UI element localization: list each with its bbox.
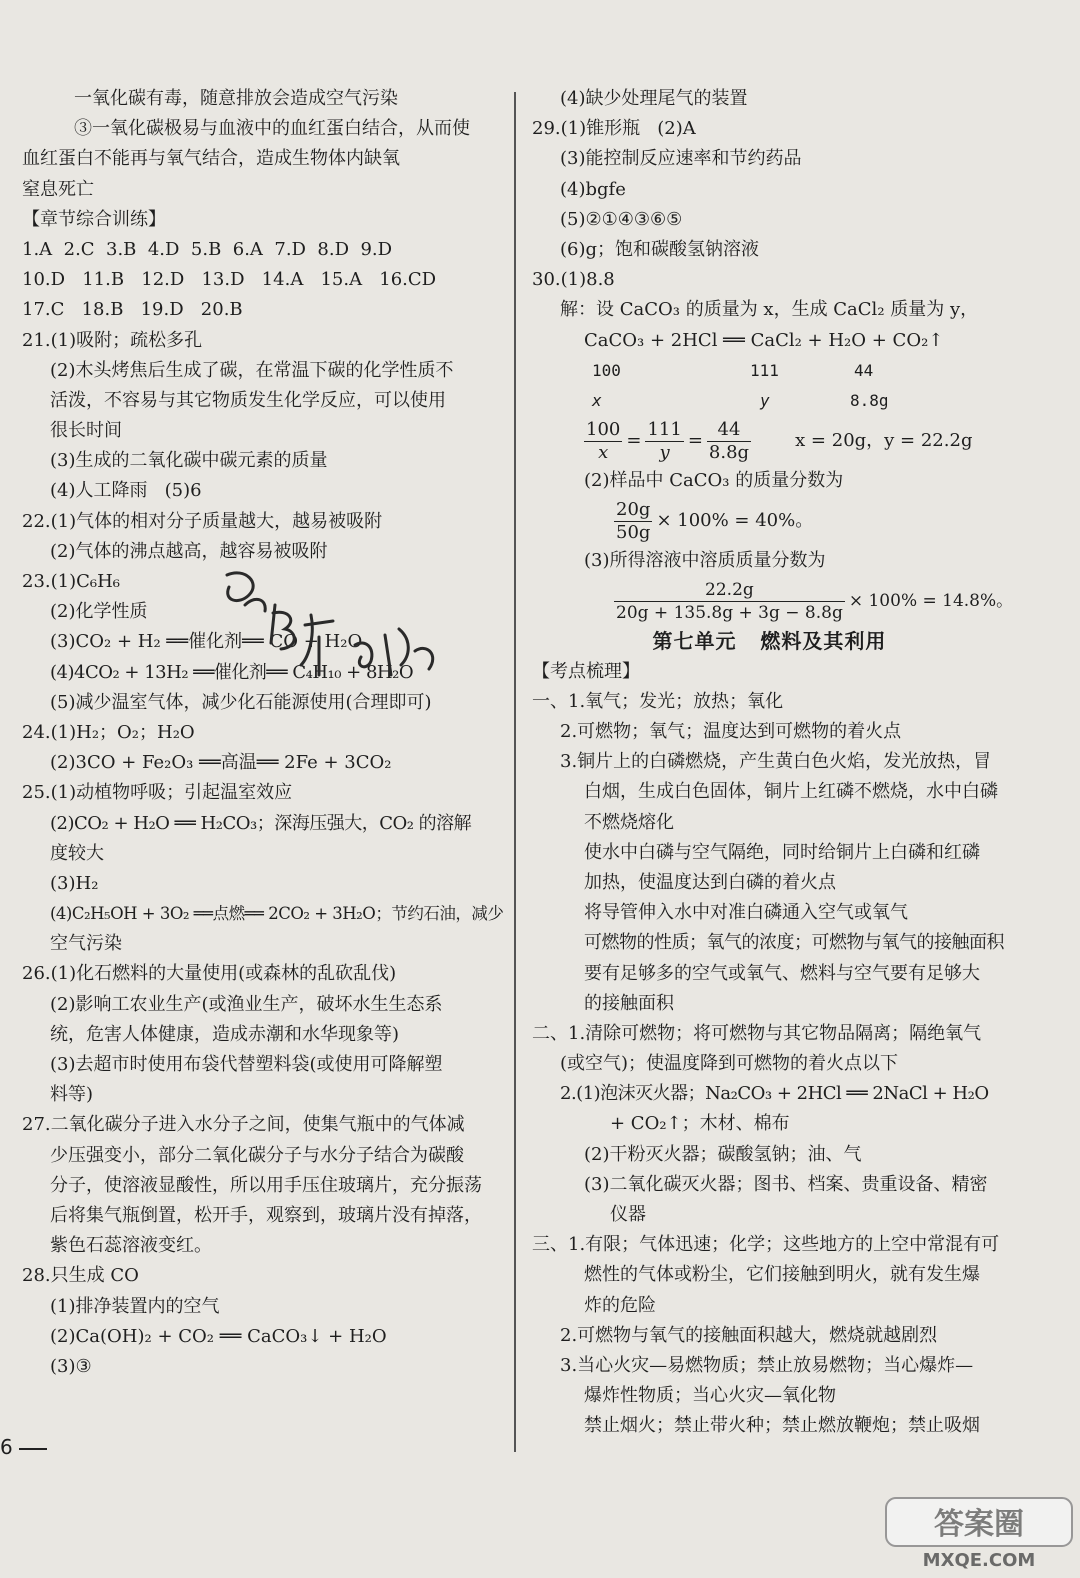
fraction xyxy=(645,419,683,464)
text-line: 血红蛋白不能再与氧气结合，造成生物体内缺氧 xyxy=(22,148,400,170)
fraction xyxy=(707,419,751,464)
text-line: 一、1.氧气；发光；放热；氧化 xyxy=(532,690,784,712)
text-line: (3)二氧化碳灭火器；图书、档案、贵重设备、精密 xyxy=(584,1173,988,1195)
text-line: 活泼，不容易与其它物质发生化学反应，可以使用 xyxy=(50,389,446,411)
question-27: 27.二氧化碳分子进入水分子之间，使集气瓶中的气体减 xyxy=(22,1114,465,1136)
column-divider xyxy=(514,92,516,1452)
fraction xyxy=(584,419,622,464)
equation-line: (2)Ca(OH)₂ + CO₂ ══ CaCO₃↓ + H₂O xyxy=(50,1325,387,1347)
text-line: 度较大 xyxy=(50,842,104,864)
text-line: (1)排净装置内的空气 xyxy=(50,1295,220,1317)
equation-line: (4)C₂H₅OH + 3O₂ ══点燃══ 2CO₂ + 3H₂O；节约石油，减少 xyxy=(50,904,504,924)
text-line: (3)生成的二氧化碳中碳元素的质量 xyxy=(50,450,328,472)
question-21: 21.(1)吸附；疏松多孔 xyxy=(22,329,203,351)
percent-equation xyxy=(532,496,1007,546)
text-line: (3)③ xyxy=(50,1355,92,1377)
denominator: 8.8g xyxy=(708,441,750,463)
question-22: 22.(1)气体的相对分子质量越大，越易被吸附 xyxy=(22,510,383,532)
text-line: (2)气体的沸点越高，越容易被吸附 xyxy=(50,540,328,562)
text-line: 一氧化碳有毒，随意排放会造成空气污染 xyxy=(74,88,398,109)
question-28: 28.只生成 CO xyxy=(22,1265,139,1287)
question-29: 29.(1)锥形瓶 (2)A xyxy=(532,118,696,140)
text-line: 空气污染 xyxy=(50,933,122,955)
equation-line: (2)CO₂ + H₂O ══ H₂CO₃；深海压强大，CO₂ 的溶解 xyxy=(50,812,472,834)
percent-result: × 100% = 40%。 xyxy=(656,510,814,532)
calc-value: x xyxy=(592,390,602,410)
text-line: 少压强变小，部分二氧化碳分子与水分子结合为碳酸 xyxy=(50,1144,464,1166)
text-line: 窒息死亡 xyxy=(22,178,94,200)
text-line: (2)木头烤焦后生成了碳，在常温下碳的化学性质不 xyxy=(50,359,454,381)
calc-row-unknowns xyxy=(532,386,1007,416)
page-number xyxy=(0,1435,47,1459)
answer-row: 17.C 18.B 19.D 20.B xyxy=(22,299,243,321)
section-heading: 【章节综合训练】 xyxy=(22,208,166,230)
text-line: (5)②①④③⑥⑤ xyxy=(560,208,683,230)
text-line: (2)干粉灭火器；碳酸氢钠；油、气 xyxy=(584,1143,862,1165)
text-line: (3)H₂ xyxy=(50,872,99,894)
text-line: 分子，使溶液显酸性，所以用手压住玻璃片，充分振荡 xyxy=(50,1174,482,1196)
numerator: 100 xyxy=(586,418,621,440)
section-heading: 【考点梳理】 xyxy=(532,660,640,682)
question-24: 24.(1)H₂；O₂；H₂O xyxy=(22,721,195,743)
page-number-text: 6 xyxy=(0,1435,13,1459)
text-line: 可燃物的性质；氧气的浓度；可燃物与氧气的接触面积 xyxy=(584,932,1004,954)
text-line: (4)bgfe xyxy=(560,178,626,200)
denominator: x xyxy=(598,441,609,463)
text-line: 3.铜片上的白磷燃烧，产生黄白色火焰，发光放热，冒 xyxy=(560,751,992,773)
text-line: 后将集气瓶倒置，松开手，观察到，玻璃片没有掉落， xyxy=(50,1204,482,1226)
equation-line: (2)3CO + Fe₂O₃ ══高温══ 2Fe + 3CO₂ xyxy=(50,752,392,774)
text-line: 仪器 xyxy=(610,1204,646,1225)
denominator: 50g xyxy=(616,521,651,543)
text-line: 炸的危险 xyxy=(584,1294,656,1316)
handwriting-scribble-icon xyxy=(215,565,455,715)
equals-sign: = xyxy=(626,429,642,451)
question-23: 23.(1)C₆H₆ xyxy=(22,571,121,592)
numerator: 44 xyxy=(707,419,751,442)
text-line: ③一氧化碳极易与血液中的血红蛋白结合，从而使 xyxy=(74,118,470,140)
fraction xyxy=(614,499,652,544)
text-line: (3)去超市时使用布袋代替塑料袋(或使用可降解塑 xyxy=(50,1054,443,1075)
text-line: (5)减少温室气体，减少化石能源使用(合理即可) xyxy=(50,691,432,713)
text-line: 将导管伸入水中对准白磷通入空气或氧气 xyxy=(584,902,908,924)
text-line: 的接触面积 xyxy=(584,992,674,1014)
calc-value: 111 xyxy=(750,360,779,380)
equals-sign: = xyxy=(687,429,703,451)
equation-line: (4)4CO₂ + 13H₂ ══催化剂══ C₄H₁₀ + 8H₂O xyxy=(50,661,414,683)
calc-value: 44 xyxy=(854,360,874,380)
text-line: (4)人工降雨 (5)6 xyxy=(50,480,202,502)
text-line: 统，危害人体健康，造成赤潮和水华现象等) xyxy=(50,1023,400,1045)
text-line: (2)影响工农业生产(或渔业生产，破坏水生生态系 xyxy=(50,993,443,1015)
text-line: 燃性的气体或粉尘，它们接触到明火，就有发生爆 xyxy=(584,1264,980,1286)
text-line: 紫色石蕊溶液变红。 xyxy=(50,1235,212,1257)
text-line: 解：设 CaCO₃ 的质量为 x，生成 CaCl₂ 质量为 y， xyxy=(560,299,979,321)
left-column xyxy=(22,84,504,1382)
numerator: 20g xyxy=(616,498,651,520)
question-25: 25.(1)动植物呼吸；引起温室效应 xyxy=(22,782,293,804)
text-line: (3)能控制反应速率和节约药品 xyxy=(560,148,802,170)
equation-line: (3)CO₂ + H₂ ══催化剂══ CO + H₂O xyxy=(50,631,363,653)
question-26: 26.(1)化石燃料的大量使用(或森林的乱砍乱伐) xyxy=(22,963,397,985)
fraction xyxy=(614,579,845,624)
right-column xyxy=(532,84,1014,1442)
answer-row: 10.D 11.B 12.D 13.D 14.A 15.A 16.CD xyxy=(22,269,437,291)
text-line: 3.当心火灾—易燃物质；禁止放易燃物；当心爆炸— xyxy=(560,1354,974,1376)
text-line: 三、1.有限；气体迅速；化学；这些地方的上空中常混有可 xyxy=(532,1234,1000,1256)
text-line: (6)g；饱和碳酸氢钠溶液 xyxy=(560,238,760,260)
text-line: (2)样品中 CaCO₃ 的质量分数为 xyxy=(584,470,844,492)
percent-equation xyxy=(532,576,1014,626)
text-line: (3)所得溶液中溶质质量分数为 xyxy=(584,550,826,572)
numerator: 22.2g xyxy=(614,579,845,602)
question-30: 30.(1)8.8 xyxy=(532,269,615,291)
text-line: (4)缺少处理尾气的装置 xyxy=(560,88,748,109)
watermark-logo-icon xyxy=(884,1496,1074,1572)
text-line: (或空气)；使温度降到可燃物的着火点以下 xyxy=(560,1053,899,1075)
text-line: + CO₂↑；木材、棉布 xyxy=(610,1113,790,1135)
unit-title: 第七单元 燃料及其利用 xyxy=(652,629,887,654)
ratio-equation xyxy=(532,416,1007,466)
denominator: y xyxy=(659,441,670,463)
text-line: 料等) xyxy=(50,1084,94,1106)
text-line: 很长时间 xyxy=(50,420,122,442)
text-line: 2.可燃物；氧气；温度达到可燃物的着火点 xyxy=(560,721,902,742)
text-line: 禁止烟火；禁止带火种；禁止燃放鞭炮；禁止吸烟 xyxy=(584,1415,980,1437)
text-line: (2)化学性质 xyxy=(50,601,148,623)
text-line: 白烟，生成白色固体，铜片上红磷不燃烧，水中白磷 xyxy=(584,781,998,803)
text-line: 2.可燃物与氧气的接触面积越大，燃烧就越剧烈 xyxy=(560,1324,938,1346)
calc-value: 100 xyxy=(592,360,621,380)
calc-value: 8.8g xyxy=(850,390,889,410)
ratio-result: x = 20g，y = 22.2g xyxy=(795,429,973,451)
equation-line: CaCO₃ + 2HCl ══ CaCl₂ + H₂O + CO₂↑ xyxy=(584,329,944,351)
denominator: 20g + 135.8g + 3g − 8.8g xyxy=(616,602,843,623)
answer-row: 1.A 2.C 3.B 4.D 5.B 6.A 7.D 8.D 9.D xyxy=(22,238,393,260)
text-line: 二、1.清除可燃物；将可燃物与其它物品隔离；隔绝氧气 xyxy=(532,1022,982,1044)
equation-line: 2.(1)泡沫灭火器；Na₂CO₃ + 2HCl ══ 2NaCl + H₂O xyxy=(560,1083,989,1105)
text-line: 爆炸性物质；当心火灾—氧化物 xyxy=(584,1385,836,1407)
text-line: 要有足够多的空气或氧气、燃料与空气要有足够大 xyxy=(584,962,980,984)
text-line: 不燃烧熔化 xyxy=(584,811,674,833)
watermark-url: MXQE.COM xyxy=(922,1550,1036,1571)
calc-row-masses xyxy=(532,356,1007,386)
page-number-dash xyxy=(19,1448,47,1450)
watermark-text: 答案圈 xyxy=(934,1507,1024,1542)
text-line: 使水中白磷与空气隔绝，同时给铜片上白磷和红磷 xyxy=(584,841,980,863)
text-line: 加热，使温度达到白磷的着火点 xyxy=(584,871,836,893)
calc-value: y xyxy=(760,390,770,410)
numerator: 111 xyxy=(647,418,682,440)
percent-result: × 100% = 14.8%。 xyxy=(848,591,1014,612)
